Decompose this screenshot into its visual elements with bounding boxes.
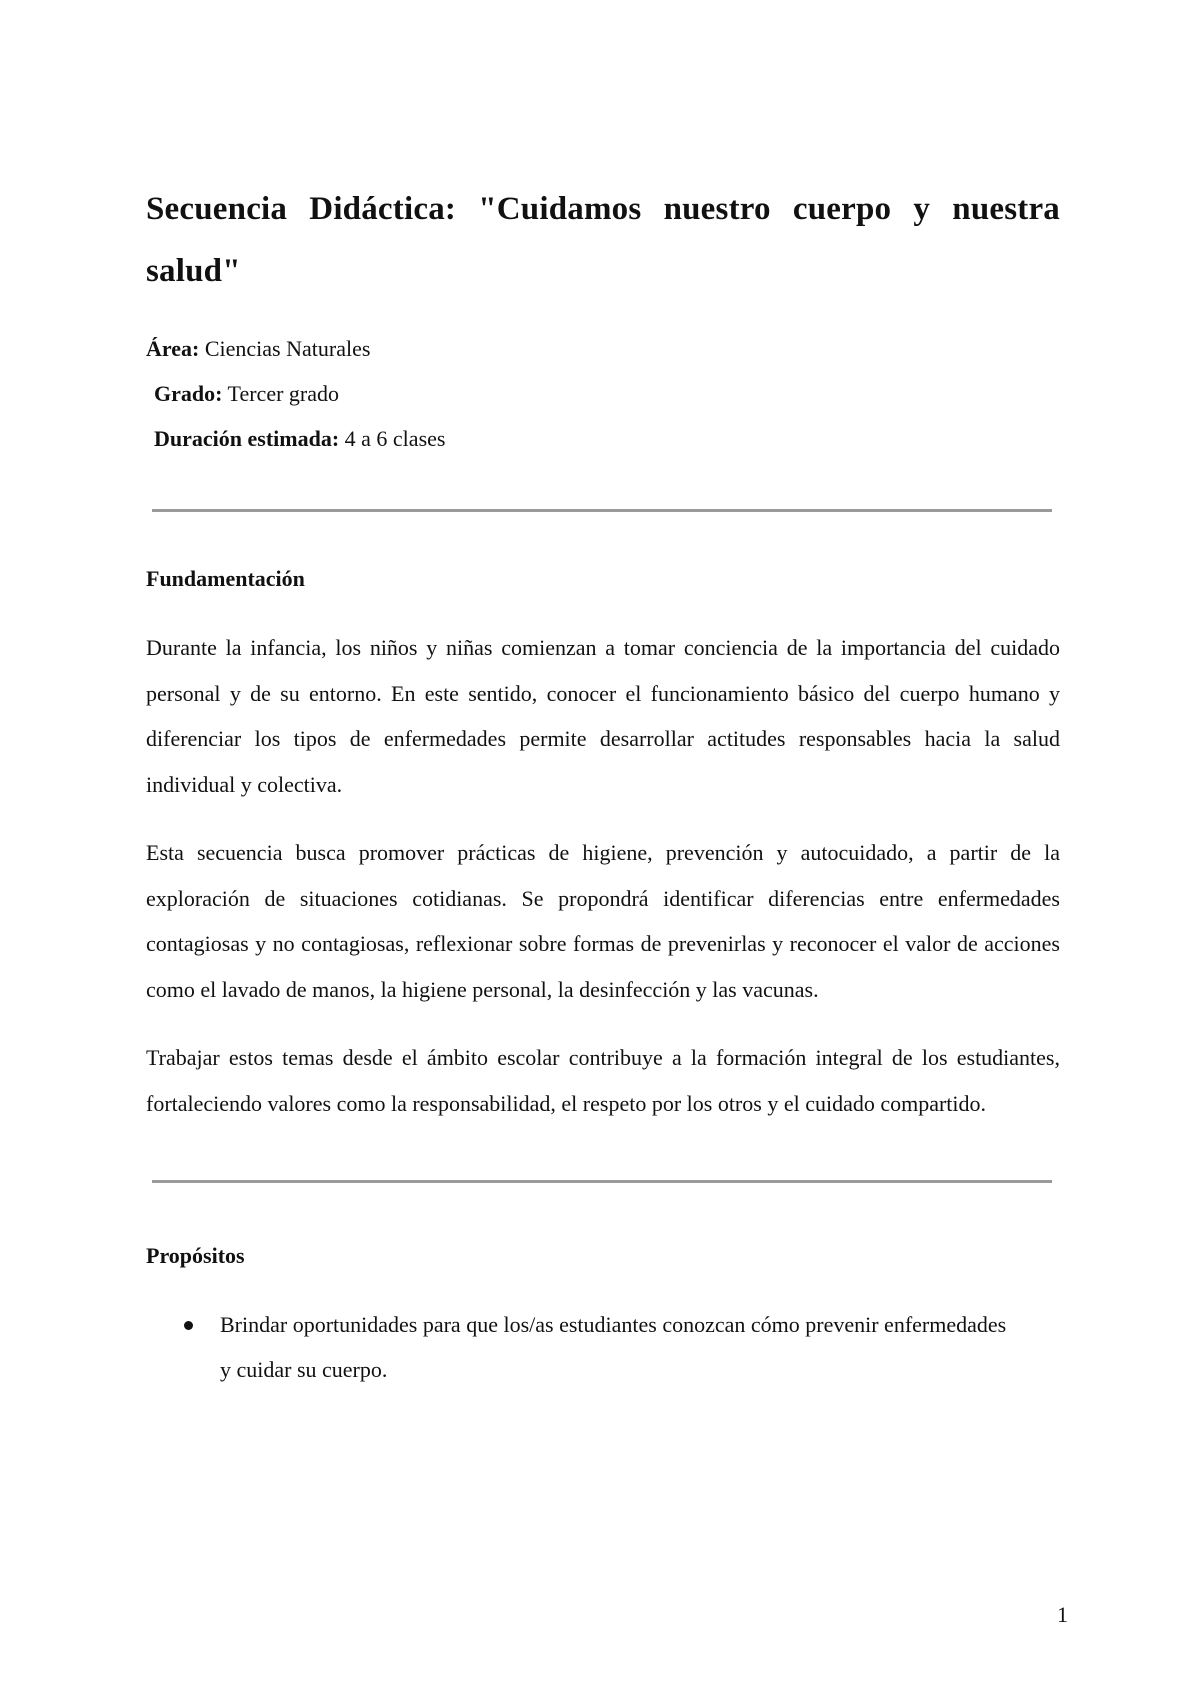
meta-area [146,326,1060,371]
section-heading-fundamentacion: Fundamentación [146,566,305,591]
paragraph: Durante la infancia, los niños y niñas comienzan a tomar conciencia de la importancia del cuidado personal y de su entorno. En este sentido, conocer el funcionamiento básico del cuerpo humano y diferenciar los tipos de enfermedades permite desarrollar actitudes responsables hacia la salud individual y colectiva. [146,635,1060,797]
paragraph: Trabajar estos temas desde el ámbito escolar contribuye a la formación integral de los estudiantes, fortaleciendo valores como la responsabilidad, el respeto por los otros y el cuidado compartido. [146,1045,1060,1116]
metadata-block [146,326,1060,461]
paragraph: Esta secuencia busca promover prácticas de higiene, prevención y autocuidado, a partir de la exploración de situaciones cotidianas. Se propondrá identificar diferencias entre enfermedades contagiosas y no contagiosas, reflexionar sobre formas de prevenirlas y reconocer el valor de acciones como el lavado de manos, la higiene personal, la desinfección y las vacunas. [146,840,1060,1002]
list-item [146,1302,1060,1392]
document-title: Secuencia Didáctica: "Cuidamos nuestro cuerpo y nuestra salud" [146,191,1060,289]
purposes-list [146,1302,1060,1392]
meta-duration-value: 4 a 6 clases [339,426,446,451]
horizontal-divider [152,1180,1052,1183]
section-heading-propositos: Propósitos [146,1243,245,1268]
page-content [146,178,1060,1392]
meta-duration-label: Duración estimada: [154,426,340,451]
page-number: 1 [1057,1602,1068,1627]
bullet-icon [184,1321,193,1330]
list-item-text: Brindar oportunidades para que los/as estudiantes conozcan cómo prevenir enfermedades y cuidar su cuerpo. [220,1312,1007,1382]
horizontal-divider [152,509,1052,512]
meta-area-value: Ciencias Naturales [199,336,371,361]
meta-grade-label: Grado: [154,381,223,406]
meta-duration [146,416,1060,461]
meta-area-label: Área: [146,336,200,361]
meta-grade-value: Tercer grado [222,381,339,406]
meta-grade [146,371,1060,416]
